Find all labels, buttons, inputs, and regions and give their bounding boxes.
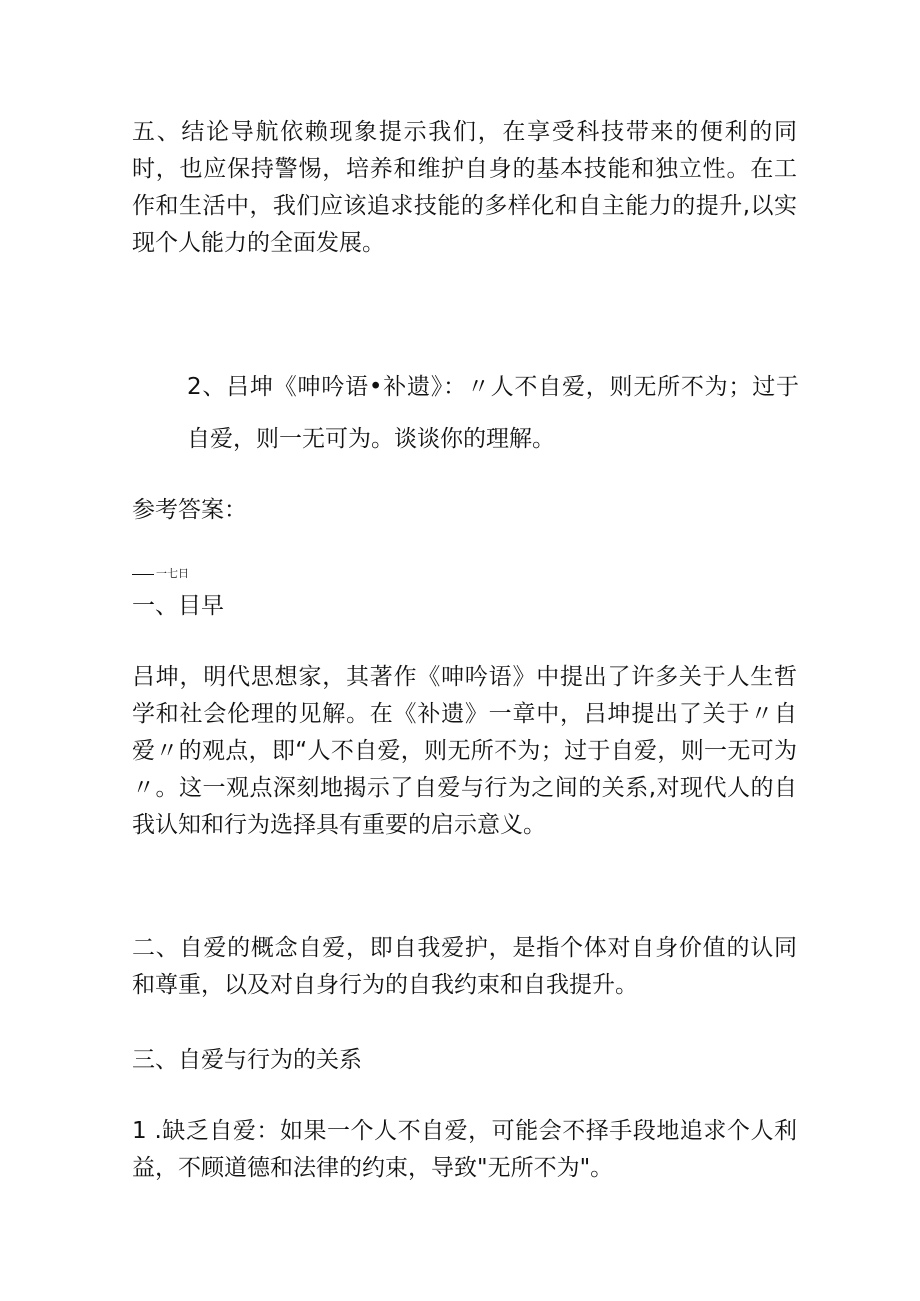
underline-rule <box>132 574 154 575</box>
small-mark-text: 一七日 <box>156 567 189 580</box>
section-five-paragraph: 五、结论导航依赖现象提示我们，在享受科技带来的便利的同时，也应保持警惕，培养和维护自身的基本技能和独立性。在工作和生活中，我们应该追求技能的多样化和自主能力的提升,以实现个人能力的全面发展。 <box>132 119 797 256</box>
section-two-paragraph: 二、自爱的概念自爱，即自我爱护，是指个体对自身价值的认同和尊重，以及对自身行为的自我约束和自我提升。 <box>132 935 797 998</box>
heading-one: 一、目早 <box>132 593 224 619</box>
small-mark <box>132 567 189 581</box>
heading-three: 三、自爱与行为的关系 <box>132 1047 362 1073</box>
point-one-paragraph: 1 .缺乏自爱：如果一个人不自爱，可能会不择手段地追求个人利益，不顾道德和法律的约束，导致"无所不为"。 <box>132 1118 797 1181</box>
answer-label: 参考答案： <box>132 497 247 523</box>
intro-paragraph: 吕坤，明代思想家，其著作《呻吟语》中提出了许多关于人生哲学和社会伦理的见解。在《补遗》一章中，吕坤提出了关于〃自爱〃的观点，即“人不自爱，则无所不为；过于自爱，则一无可为〃。这一观点深刻地揭示了自爱与行为之间的关系,对现代人的自我认知和行为选择具有重要的启示意义。 <box>132 664 797 838</box>
question-two-paragraph: 2、吕坤《呻吟语•补遗》：〃人不自爱，则无所不为；过于自爱，则一无可为。谈谈你的理解。 <box>187 374 799 452</box>
